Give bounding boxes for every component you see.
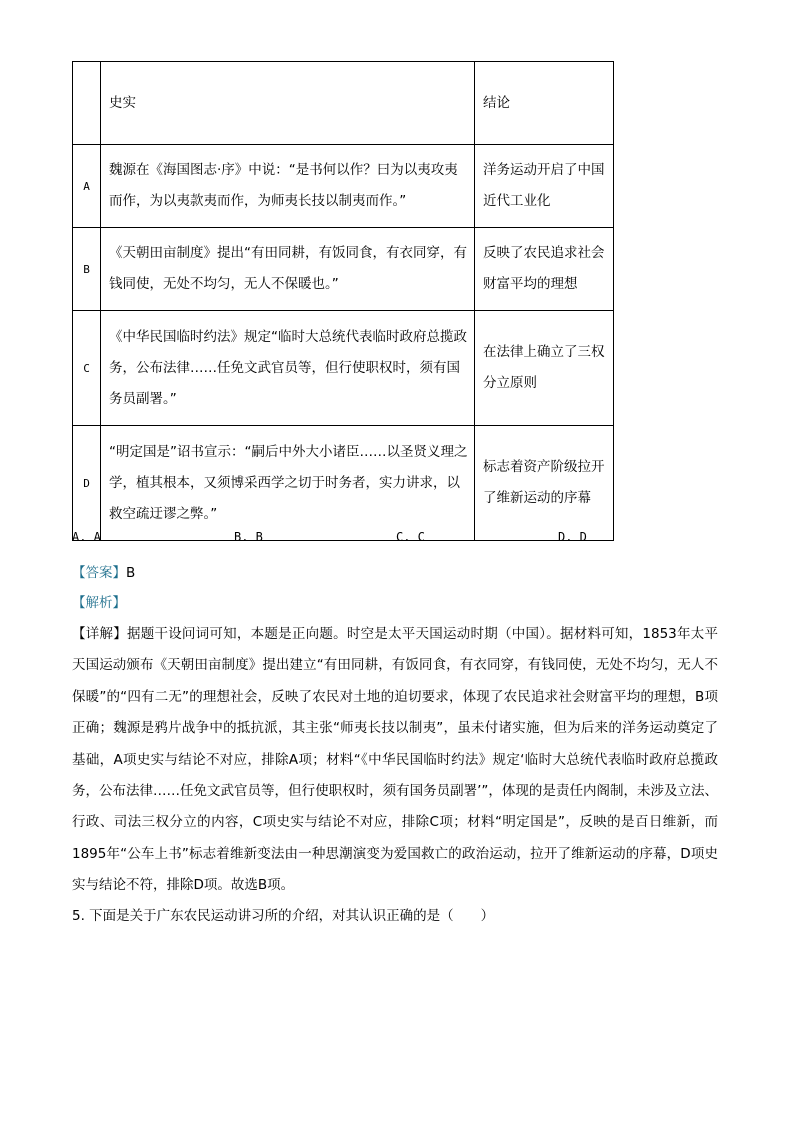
- row-conclusion: 在法律上确立了三权分立原则: [475, 311, 614, 426]
- detail-paragraph: [72, 619, 718, 902]
- table-row: [73, 426, 614, 541]
- header-conclusion: 结论: [475, 62, 614, 145]
- row-conclusion: 反映了农民追求社会财富平均的理想: [475, 228, 614, 311]
- row-fact: 《中华民国临时约法》规定“临时大总统代表临时政府总揽政务，公布法律……任免文武官员等，但行使职权时，须有国务员副署。”: [101, 311, 475, 426]
- row-option: D: [73, 426, 101, 541]
- answer-value: B: [126, 565, 136, 581]
- analysis-heading: [72, 591, 126, 611]
- table-row: [73, 145, 614, 228]
- detail-tag: 【详解】: [72, 626, 127, 642]
- row-option: A: [73, 145, 101, 228]
- row-fact: “明定国是”诏书宣示：“嗣后中外大小诸臣……以圣贤义理之学，植其根本，又须博采西学之切于时务者，实力讲求，以救空疏迂谬之弊。”: [101, 426, 475, 541]
- row-conclusion: 洋务运动开启了中国近代工业化: [475, 145, 614, 228]
- row-option: B: [73, 228, 101, 311]
- question-table: [72, 61, 614, 541]
- row-option: C: [73, 311, 101, 426]
- row-conclusion: 标志着资产阶级拉开了维新运动的序幕: [475, 426, 614, 541]
- header-blank-cell: [73, 62, 101, 145]
- next-question: 5. 下面是关于广东农民运动讲习所的介绍，对其认识正确的是（ ）: [72, 908, 495, 924]
- table-row: [73, 228, 614, 311]
- choice-b: B. B: [234, 530, 263, 544]
- choice-d: D. D: [558, 530, 587, 544]
- row-fact: 魏源在《海国图志·序》中说：“是书何以作？曰为以夷攻夷而作，为以夷款夷而作，为师夷长技以制夷而作。”: [101, 145, 475, 228]
- choice-a: A. A: [72, 530, 101, 544]
- table-row: [73, 311, 614, 426]
- row-fact: 《天朝田亩制度》提出“有田同耕，有饭同食，有衣同穿，有钱同使，无处不均匀，无人不保暖也。”: [101, 228, 475, 311]
- choice-c: C. C: [396, 530, 425, 544]
- detail-text: 据题干设问词可知，本题是正向题。时空是太平天国运动时期（中国）。据材料可知，1853年太平天国运动颁布《天朝田亩制度》提出建立“有田同耕，有饭同食，有衣同穿，有钱同使，无处不均匀，无人不保暖”的“四有二无”的理想社会，反映了农民对土地的迫切要求，体现了农民追求社会财富平均的理想，B项正确；魏源是鸦片战争中的抵抗派，其主张“师夷长技以制夷”，虽未付诸实施，但为后来的洋务运动奠定了基础，A项史实与结论不对应，排除A项；材料“《中华民国临时约法》规定‘临时大总统代表临时政府总揽政务，公布法律……任免文武官员等，但行使职权时，须有国务员副署’”，体现的是责任内阁制，未涉及立法、行政、司法三权分立的内容，C项史实与结论不对应，排除C项；材料“明定国是”，反映的是百日维新，而1895年“公车上书”标志着维新变法由一种思潮演变为爱国救亡的政治运动，拉开了维新运动的序幕，D项史实与结论不符，排除D项。故选B项。: [72, 626, 718, 894]
- table-header-row: [73, 62, 614, 145]
- answer-choices: [72, 530, 712, 550]
- header-fact: 史实: [101, 62, 475, 145]
- analysis-tag: 【解析】: [72, 595, 126, 611]
- answer-line: [72, 561, 135, 581]
- answer-tag: 【答案】: [72, 565, 126, 581]
